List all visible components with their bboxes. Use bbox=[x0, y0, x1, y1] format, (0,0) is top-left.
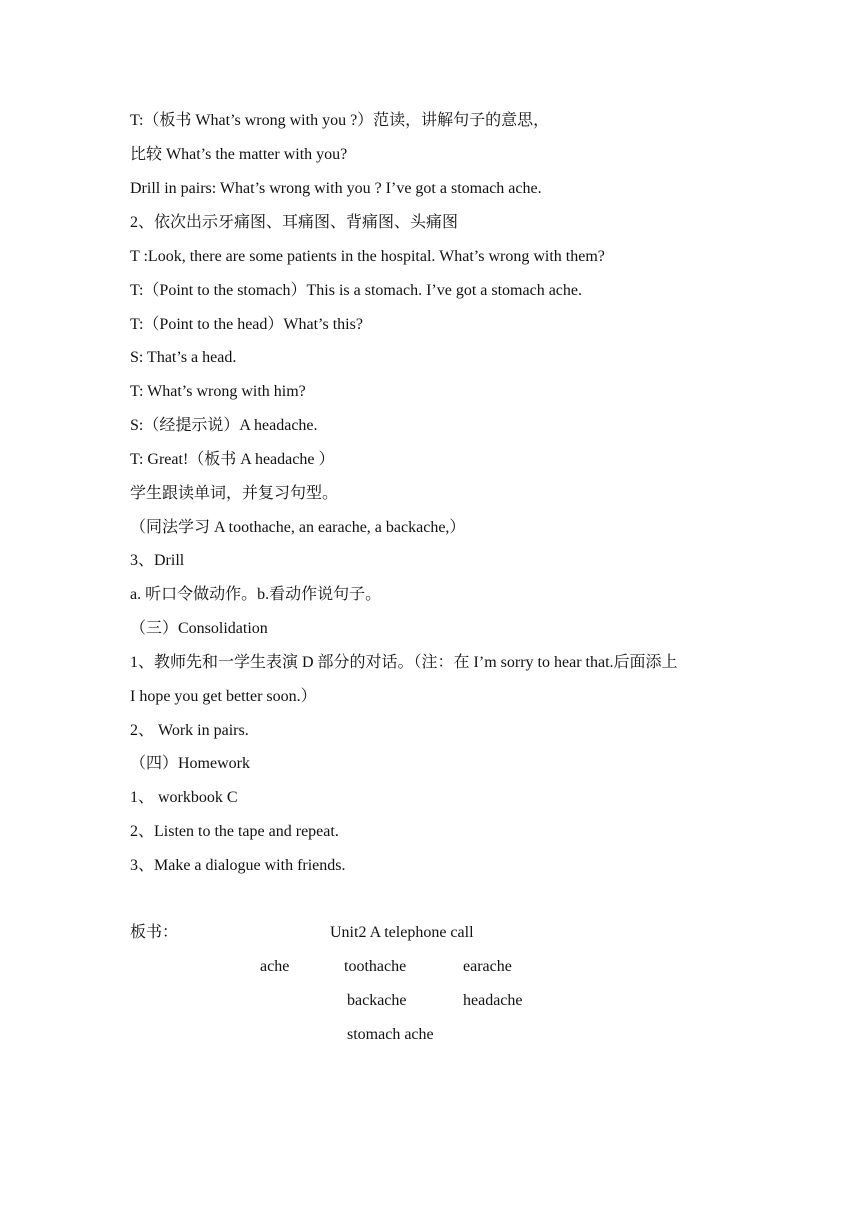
text-line: T:（Point to the head）What’s this? bbox=[130, 316, 363, 333]
text-line: T: What’s wrong with him? bbox=[130, 383, 306, 400]
text-line: T: Great!（板书 A headache ） bbox=[130, 451, 335, 468]
text-line: I hope you get better soon.） bbox=[130, 688, 317, 705]
text-line: 学生跟读单词，并复习句型。 bbox=[130, 485, 339, 502]
text-line: T:（板书 What’s wrong with you ?）范读，讲解句子的意思， bbox=[130, 112, 550, 129]
text-line: T :Look, there are some patients in the hospital. What’s wrong with them? bbox=[130, 248, 605, 265]
text-line: （四）Homework bbox=[130, 755, 250, 772]
board-word-headache: headache bbox=[463, 992, 523, 1009]
board-title: Unit2 A telephone call bbox=[330, 924, 474, 941]
text-line: （三）Consolidation bbox=[130, 620, 268, 637]
text-line: 3、Drill bbox=[130, 552, 185, 569]
board-label: 板书： bbox=[130, 924, 179, 941]
board-word-earache: earache bbox=[463, 958, 512, 975]
text-line: 1、 workbook C bbox=[130, 789, 238, 806]
text-line: Drill in pairs: What’s wrong with you ? I’ve got a stomach ache. bbox=[130, 180, 542, 197]
text-line: S:（经提示说）A headache. bbox=[130, 417, 318, 434]
text-line: （同法学习 A toothache, an earache, a backache,） bbox=[130, 519, 466, 536]
board-word-stomach-ache: stomach ache bbox=[347, 1026, 434, 1043]
text-line: 2、Listen to the tape and repeat. bbox=[130, 823, 339, 840]
text-line: 2、 Work in pairs. bbox=[130, 722, 249, 739]
text-line: a. 听口令做动作。b.看动作说句子。 bbox=[130, 586, 382, 603]
text-line: T:（Point to the stomach）This is a stomach. I’ve got a stomach ache. bbox=[130, 282, 582, 299]
board-word-ache: ache bbox=[260, 958, 290, 975]
board-word-toothache: toothache bbox=[344, 958, 407, 975]
text-line: 1、教师先和一学生表演 D 部分的对话。（注：在 I’m sorry to hear that.后面添上 bbox=[130, 654, 678, 671]
text-line: 3、Make a dialogue with friends. bbox=[130, 857, 346, 874]
text-line: S: That’s a head. bbox=[130, 349, 237, 366]
text-line: 比较 What’s the matter with you? bbox=[130, 146, 348, 163]
text-line: 2、依次出示牙痛图、耳痛图、背痛图、头痛图 bbox=[130, 214, 459, 231]
board-word-backache: backache bbox=[347, 992, 407, 1009]
